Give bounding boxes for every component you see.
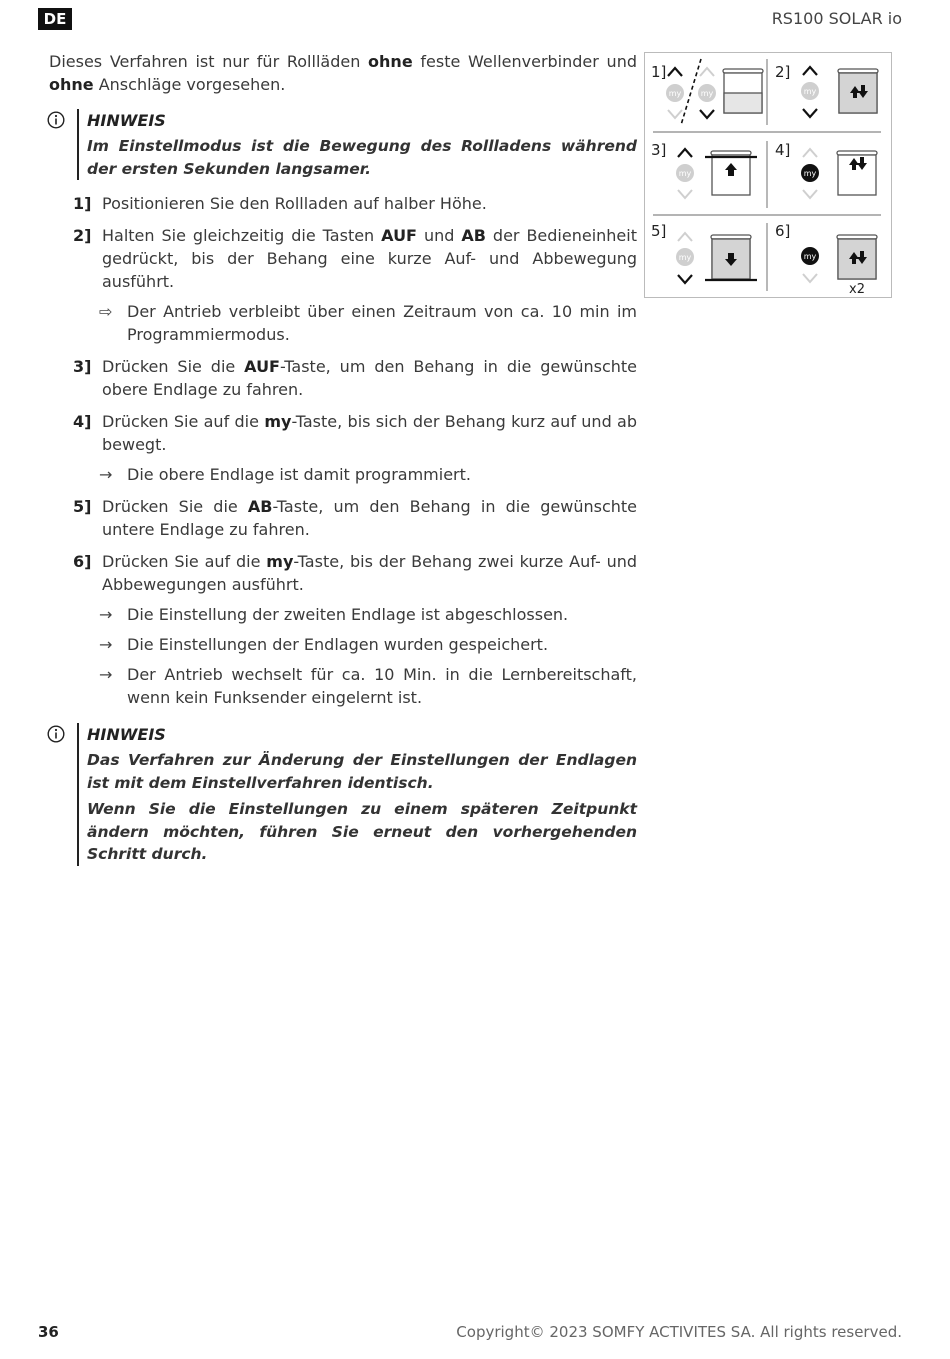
button-name: AUF	[244, 357, 280, 376]
my-button-icon	[801, 247, 819, 265]
my-label: my	[678, 253, 692, 262]
my-button-icon	[666, 84, 684, 102]
shutter-down-icon	[705, 235, 757, 280]
step-text-part: -Taste, um den Behang in die gewünschte untere Endlage zu fahren.	[102, 497, 637, 539]
step-illustration	[644, 52, 892, 298]
figure-step-label: 4]	[775, 141, 791, 159]
down-arrow-icon	[803, 109, 817, 117]
my-label: my	[803, 169, 817, 178]
page-number: 36	[38, 1323, 59, 1341]
step-item	[73, 355, 637, 401]
copyright-notice: Copyright© 2023 SOMFY ACTIVITES SA. All rights reserved.	[456, 1323, 902, 1341]
down-arrow-icon	[678, 275, 692, 283]
my-button-icon	[676, 164, 694, 182]
shutter-half-icon	[723, 69, 763, 113]
arrow-icon: →	[99, 465, 113, 484]
button-name: AB	[461, 226, 486, 245]
figure-step-label: 5]	[651, 222, 667, 240]
step-number: 1]	[73, 194, 92, 213]
intro-text: feste Wellenverbinder und	[420, 52, 637, 71]
result-text: Die obere Endlage ist damit programmiert.	[127, 465, 471, 484]
shutter-updown-icon	[838, 69, 878, 113]
button-name: my	[264, 412, 292, 431]
step-item	[73, 192, 637, 215]
down-arrow-icon	[678, 190, 692, 198]
my-button-icon	[801, 164, 819, 182]
step-text-part: Drücken Sie auf die	[102, 412, 259, 431]
up-arrow-icon	[700, 68, 714, 76]
step-text-part: Drücken Sie die	[102, 497, 238, 516]
intro-text: Anschläge vorgesehen.	[98, 75, 286, 94]
my-label: my	[700, 89, 714, 98]
result-text: Der Antrieb wechselt für ca. 10 Min. in die Lernbereitschaft, wenn kein Funksender eingelernt ist.	[127, 665, 637, 707]
step-item	[73, 550, 637, 596]
up-arrow-icon	[678, 233, 692, 241]
note-box	[77, 109, 637, 180]
step-number: 6]	[73, 552, 92, 571]
intro-paragraph	[49, 50, 637, 96]
button-name: AUF	[381, 226, 417, 245]
my-button-icon	[676, 248, 694, 266]
my-label: my	[668, 89, 682, 98]
step-text-part: -Taste, bis sich der Behang kurz auf und ab bewegt.	[102, 412, 638, 454]
down-arrow-icon	[668, 110, 682, 118]
arrow-icon: →	[99, 665, 113, 684]
down-arrow-icon	[700, 110, 714, 118]
note-text: Das Verfahren zur Änderung der Einstellungen der Endlagen ist mit dem Einstellverfahren identisch.	[87, 751, 637, 792]
result-item	[99, 300, 637, 346]
up-arrow-icon	[803, 149, 817, 157]
intro-bold: ohne	[368, 52, 413, 71]
step-text-part: -Taste, bis der Behang zwei kurze Auf- und Abbewegungen ausführt.	[102, 552, 638, 594]
info-icon	[47, 725, 65, 743]
result-item	[99, 633, 637, 656]
step-number: 3]	[73, 357, 92, 376]
figure-step-label: 2]	[775, 63, 791, 81]
shutter-up-icon	[705, 151, 757, 195]
step-text-part: und	[423, 226, 455, 245]
result-item	[99, 663, 637, 709]
my-label: my	[803, 252, 817, 261]
shutter-updown-icon	[837, 151, 877, 195]
step-text	[102, 410, 637, 456]
note-box	[77, 723, 637, 866]
step-text: Positionieren Sie den Rollladen auf halber Höhe.	[102, 194, 487, 213]
step-item	[73, 410, 637, 456]
button-name: my	[266, 552, 294, 571]
step-text-part: -Taste, um den Behang in die gewünschte obere Endlage zu fahren.	[102, 357, 637, 399]
step-text	[102, 495, 637, 541]
result-item	[99, 463, 637, 486]
my-label: my	[678, 169, 692, 178]
note-title: HINWEIS	[87, 725, 166, 744]
step-number: 2]	[73, 226, 92, 245]
down-arrow-icon	[803, 274, 817, 282]
arrow-icon: →	[99, 605, 113, 624]
dashed-divider	[681, 59, 701, 125]
note-text: Im Einstellmodus ist die Bewegung des Rollladens während der ersten Sekunden langsamer.	[87, 137, 637, 178]
figure-step-label: 6]	[775, 222, 791, 240]
main-content	[49, 50, 637, 878]
step-number: 5]	[73, 497, 92, 516]
language-badge: DE	[38, 8, 72, 30]
shutter-updown-icon	[837, 235, 877, 279]
step-text-part: der Bedieneinheit gedrückt, bis der Behang eine kurze Auf- und Abbewegung ausführt.	[102, 226, 637, 291]
intro-bold: ohne	[49, 75, 94, 94]
figure-step-label: 3]	[651, 141, 667, 159]
hollow-arrow-icon: ⇨	[99, 302, 113, 321]
result-text: Die Einstellung der zweiten Endlage ist abgeschlossen.	[127, 605, 569, 624]
my-button-icon	[801, 82, 819, 100]
up-arrow-icon	[803, 67, 817, 75]
step-text-part: Drücken Sie die	[102, 357, 236, 376]
step-text-part: Halten Sie gleichzeitig die Tasten	[102, 226, 375, 245]
step-text	[102, 550, 637, 596]
my-label: my	[803, 87, 817, 96]
up-arrow-icon	[668, 68, 682, 76]
product-name: RS100 SOLAR io	[771, 9, 902, 28]
repeat-label: x2	[849, 282, 865, 297]
intro-text: Dieses Verfahren ist nur für Rollläden	[49, 52, 361, 71]
note-title: HINWEIS	[87, 111, 166, 130]
result-text: Der Antrieb verbleibt über einen Zeitraum von ca. 10 min im Programmiermodus.	[127, 302, 637, 344]
result-item	[99, 603, 637, 626]
info-icon	[47, 111, 65, 129]
step-item	[73, 224, 637, 293]
up-arrow-icon	[678, 149, 692, 157]
figure-step-label: 1]	[651, 63, 667, 81]
step-item	[73, 495, 637, 541]
my-button-icon	[698, 84, 716, 102]
step-text-part: Drücken Sie auf die	[102, 552, 261, 571]
down-arrow-icon	[803, 190, 817, 198]
step-text	[102, 355, 637, 401]
arrow-icon: →	[99, 635, 113, 654]
step-number: 4]	[73, 412, 92, 431]
result-text: Die Einstellungen der Endlagen wurden gespeichert.	[127, 635, 549, 654]
step-text	[102, 224, 637, 293]
button-name: AB	[247, 497, 273, 516]
note-text: Wenn Sie die Einstellungen zu einem späteren Zeitpunkt ändern möchten, führen Sie erneut den vorhergehenden Schritt durch.	[87, 800, 637, 863]
